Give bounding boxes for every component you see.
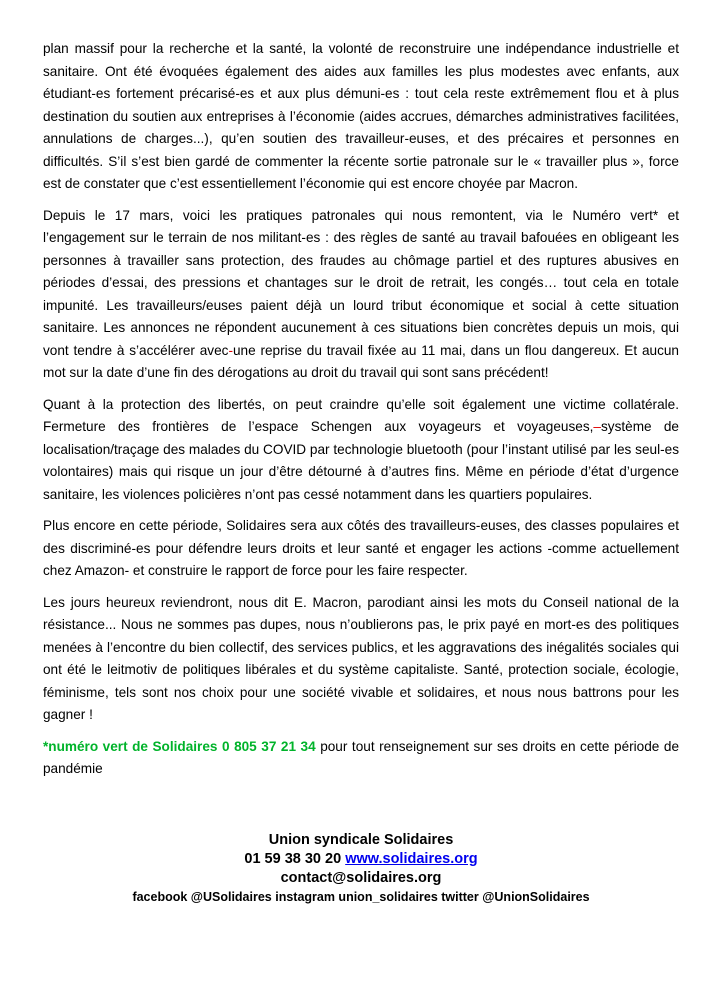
social-handles: facebook @USolidaires instagram union_solidaires twitter @UnionSolidaires [132, 889, 590, 904]
body-text-segment: système de localisation/traçage des malades du COVID par technologie bluetooth (pour l’instant utilisé par les seul-es volontaires) mais qui risque un jour d’être détourné à d’autres fins. Même en période d’état d’urgence sanitaire, les violences policières n’ont pas cessé notamment dans les quartiers populaires. [43, 419, 679, 502]
paragraph [43, 38, 679, 196]
green-hotline-text: *numéro vert de Solidaires 0 805 37 21 34 [43, 738, 316, 754]
body-text-segment: une reprise du travail fixée au 11 mai, dans un flou dangereux. Et aucun mot sur la date d’une fin des dérogations au droit du travail qui sont sans précédent! [43, 342, 679, 380]
contact-line [43, 850, 679, 869]
document-body [43, 38, 679, 781]
phone-number: 01 59 38 30 20 [244, 850, 346, 867]
document-footer [43, 831, 679, 907]
body-text-segment: Plus encore en cette période, Solidaires sera aux côtés des travailleurs-euses, des classes populaires et des discriminé-es pour défendre leurs droits et leur santé et engager les actions -comme actuellement chez Amazon- et construire le rapport de force pour les faire respecter. [43, 518, 679, 578]
body-text-segment: Les jours heureux reviendront, nous dit E. Macron, parodiant ainsi les mots du Conseil national de la résistance... Nous ne sommes pas dupes, nous n’oublierons pas, le prix payé en mort-es des politiques menées à l’encontre du bien collectif, des services publics, et les aggravations des inégalités sociales qui ont été le leitmotiv de politiques libérales et du système capitaliste. Santé, protection sociale, écologie, féminisme, tels sont nos choix pour une société vivable et solidaires, et nous nous battrons pour les gagner ! [43, 594, 679, 722]
body-text-segment: Quant à la protection des libertés, on peut craindre qu’elle soit également une victime collatérale. Fermeture des frontières de l’espace Schengen aux voyageurs et voyageuses, [43, 396, 679, 434]
red-revision-dash: - [228, 342, 233, 358]
body-text-segment: Depuis le 17 mars, voici les pratiques patronales qui nous remontent, via le Numéro vert* et l’engagement sur le terrain de nos militant-es : des règles de santé au travail bafouées en obligeant les personnes à travailler sans protection, des fraudes au chômage partiel et des ruptures abusives en périodes d’essai, des pressions et chantages sur le droit de retrait, les congés… tout cela en totale impunité. Les travailleurs/euses paient déjà un lourd tribut économique et social à cette situation sanitaire. Les annonces ne répondent aucunement à ces situations bien concrètes depuis un mois, qui vont tendre à s’accélérer avec [43, 207, 679, 358]
email-address: contact@solidaires.org [280, 869, 442, 886]
paragraph [43, 205, 679, 385]
paragraph [43, 592, 679, 727]
org-name: Union syndicale Solidaires [268, 831, 454, 848]
paragraph [43, 394, 679, 507]
paragraph-hotline [43, 736, 679, 781]
red-revision-dash: – [593, 419, 601, 434]
paragraph [43, 515, 679, 583]
website-link[interactable]: www.solidaires.org [345, 850, 478, 867]
body-text-segment: plan massif pour la recherche et la santé, la volonté de reconstruire une indépendance industrielle et sanitaire. Ont été évoquées également des aides aux familles les plus modestes avec enfants, aux étudiant-es fortement précarisé-es et aux plus démuni-es : tout cela reste extrêmement flou et à plus destination du soutien aux entreprises à l’économie (aides accrues, démarches administratives facilitées, annulations de charges...), qu’en soutien des travailleur-euses, et des précaires et personnes en difficultés. S’il s’est bien gardé de commenter la récente sortie patronale sur le « travailler plus », force est de constater que c’est essentiellement l’économie qui est encore choyée par Macron. [43, 41, 679, 191]
body-text-segment: pour tout renseignement sur ses droits en cette période de pandémie [43, 738, 679, 776]
